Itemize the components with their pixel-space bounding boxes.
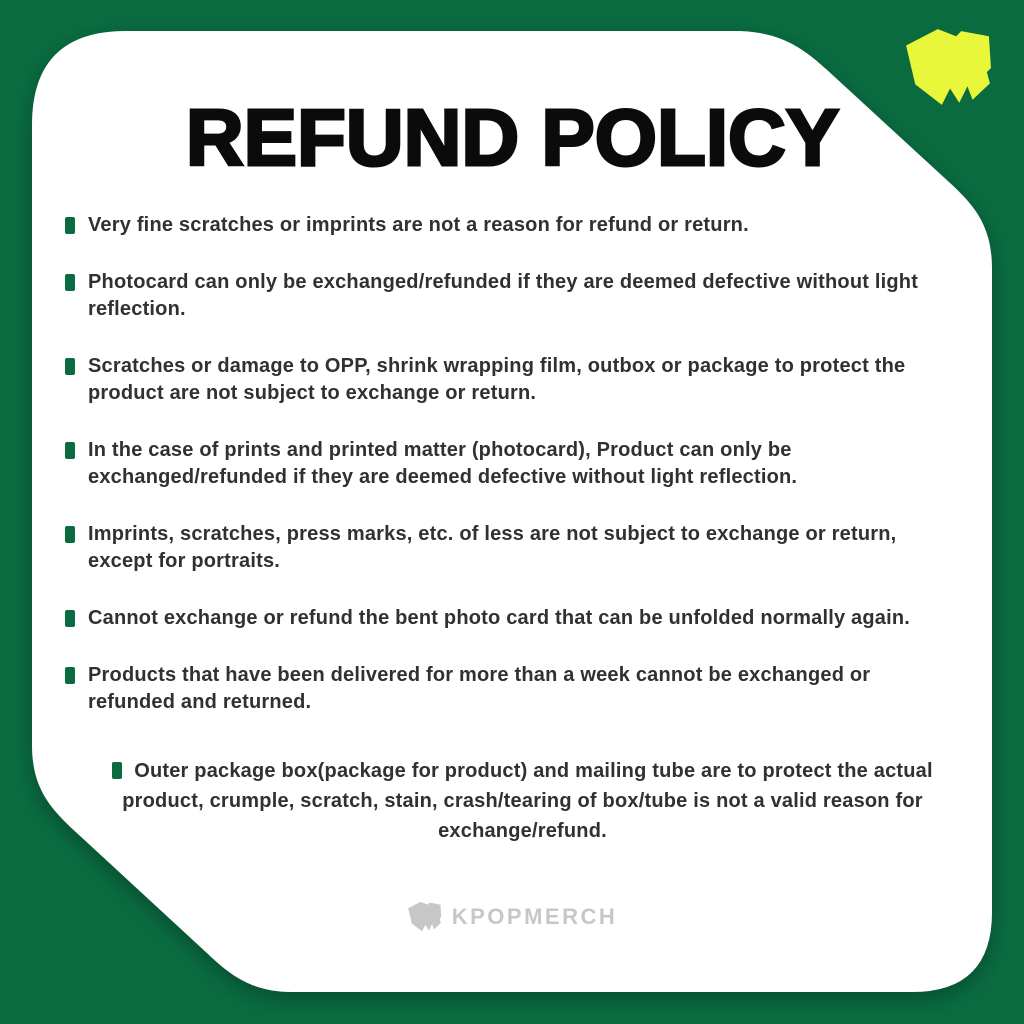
policy-item (65, 437, 960, 491)
bullet-square-icon (65, 442, 75, 459)
bullet-square-icon (65, 274, 75, 291)
card-content (65, 0, 960, 846)
policy-item-text: Cannot exchange or refund the bent photo card that can be unfolded normally again. (88, 607, 911, 629)
policy-item (65, 605, 960, 632)
policy-item-text: Products that have been delivered for more than a week cannot be exchanged or refunded and returned. (88, 664, 871, 713)
policy-item-text: Photocard can only be exchanged/refunded if they are deemed defective without light reflection. (88, 271, 919, 320)
policy-list (65, 212, 960, 846)
bullet-square-icon (65, 667, 75, 684)
policy-item-text: In the case of prints and printed matter (photocard), Product can only be exchanged/refunded if they are deemed defective without light reflection. (88, 439, 798, 488)
policy-sub-item-text: Outer package box(package for product) and mailing tube are to protect the actual product, crumple, scratch, stain, crash/tearing of box/tube is not a valid reason for exchange/refund. (122, 760, 933, 842)
bullet-square-icon (65, 610, 75, 627)
footer-logo-text: KPOPMERCH (451, 904, 618, 929)
kpopmerch-m-mark-gray-icon (407, 901, 442, 933)
policy-item-text: Very fine scratches or imprints are not a reason for refund or return. (88, 214, 749, 236)
policy-item (65, 212, 960, 239)
policy-item-text: Scratches or damage to OPP, shrink wrapping film, outbox or package to protect the product are not subject to exchange or return. (88, 355, 906, 404)
policy-item (65, 269, 960, 323)
policy-sub-item (105, 756, 940, 846)
bullet-square-icon (112, 762, 122, 779)
bullet-square-icon (65, 217, 75, 234)
policy-item-text: Imprints, scratches, press marks, etc. of less are not subject to exchange or return, except for portraits. (88, 523, 897, 572)
policy-item (65, 662, 960, 716)
policy-item (65, 521, 960, 575)
policy-item (65, 353, 960, 407)
bullet-square-icon (65, 358, 75, 375)
page-title: REFUND POLICY (185, 93, 840, 182)
footer-logo (0, 901, 1024, 933)
bullet-square-icon (65, 526, 75, 543)
